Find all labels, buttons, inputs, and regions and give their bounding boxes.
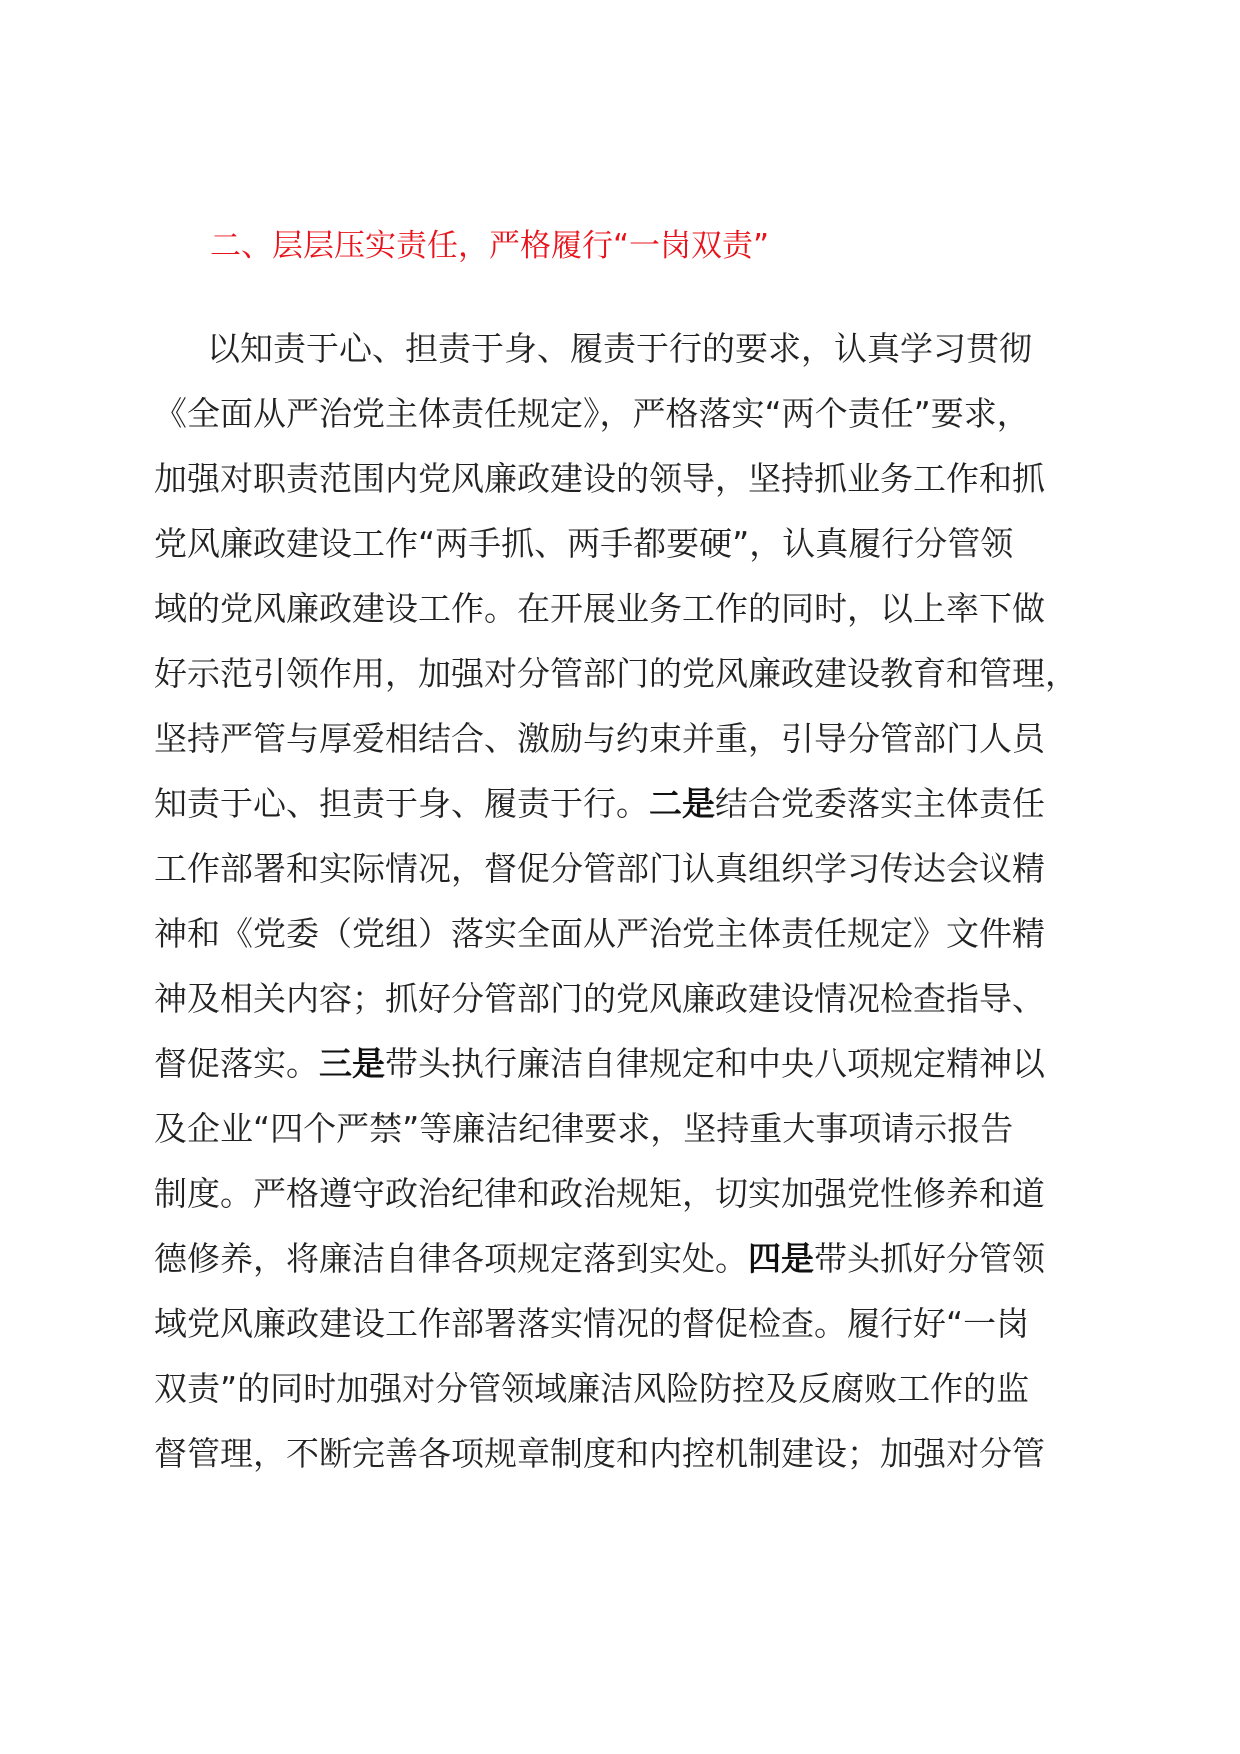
section-heading: 二、层层压实责任，严格履行“一岗双责” (210, 228, 770, 264)
line-text: 神及相关内容；抓好分管部门的党风廉政建设情况检查指导、 (154, 979, 1045, 1018)
paragraph-line (154, 576, 1054, 641)
paragraph-line (154, 901, 1054, 966)
paragraph-line (154, 1096, 1054, 1161)
paragraph-line (154, 1291, 1054, 1356)
line-text: 加强对职责范围内党风廉政建设的领导，坚持抓业务工作和抓 (154, 459, 1045, 498)
line-text: 及企业“四个严禁”等廉洁纪律要求，坚持重大事项请示报告 (154, 1109, 1014, 1148)
line-text: 党风廉政建设工作“两手抓、两手都要硬”，认真履行分管领 (154, 524, 1014, 563)
line-text: 域党风廉政建设工作部署落实情况的督促检查。履行好“一岗 (154, 1304, 1030, 1343)
paragraph-line (154, 1226, 1054, 1291)
line-text: 域的党风廉政建设工作。在开展业务工作的同时，以上率下做 (154, 589, 1045, 628)
paragraph-line (154, 381, 1054, 446)
emphasis-text: 二是 (649, 784, 715, 823)
line-text: 神和《党委（党组）落实全面从严治党主体责任规定》文件精 (154, 914, 1045, 953)
paragraph-line (154, 316, 1054, 381)
line-text: 知责于心、担责于身、履责于行。 (154, 784, 649, 823)
line-text: 以知责于心、担责于身、履责于行的要求，认真学习贯彻 (207, 329, 1032, 368)
line-text: 督管理，不断完善各项规章制度和内控机制建设；加强对分管 (154, 1434, 1045, 1473)
line-text: 制度。严格遵守政治纪律和政治规矩，切实加强党性修养和道 (154, 1174, 1045, 1213)
body-paragraph (154, 316, 1078, 1486)
line-text: 带头执行廉洁自律规定和中央八项规定精神以 (385, 1044, 1045, 1083)
emphasis-text: 三是 (319, 1044, 385, 1083)
paragraph-line (154, 511, 1054, 576)
paragraph-line (154, 1356, 1054, 1421)
line-text: 好示范引领作用，加强对分管部门的党风廉政建设教育和管理， (154, 654, 1078, 693)
line-text: 双责”的同时加强对分管领域廉洁风险防控及反腐败工作的监 (154, 1369, 1030, 1408)
paragraph-line (154, 1421, 1054, 1486)
line-text: 督促落实。 (154, 1044, 319, 1083)
line-text: 工作部署和实际情况，督促分管部门认真组织学习传达会议精 (154, 849, 1045, 888)
paragraph-line (154, 966, 1054, 1031)
line-text: 带头抓好分管领 (814, 1239, 1045, 1278)
paragraph-line (154, 771, 1054, 836)
paragraph-line (154, 1031, 1054, 1096)
paragraph-line (154, 641, 1078, 706)
line-text: 坚持严管与厚爱相结合、激励与约束并重，引导分管部门人员 (154, 719, 1045, 758)
paragraph-line (154, 706, 1054, 771)
line-text: 德修养，将廉洁自律各项规定落到实处。 (154, 1239, 748, 1278)
emphasis-text: 四是 (748, 1239, 814, 1278)
paragraph-line (154, 1161, 1054, 1226)
paragraph-line (154, 446, 1054, 511)
paragraph-line (154, 836, 1054, 901)
line-text: 《全面从严治党主体责任规定》，严格落实“两个责任”要求， (154, 394, 1030, 433)
line-text: 结合党委落实主体责任 (715, 784, 1045, 823)
